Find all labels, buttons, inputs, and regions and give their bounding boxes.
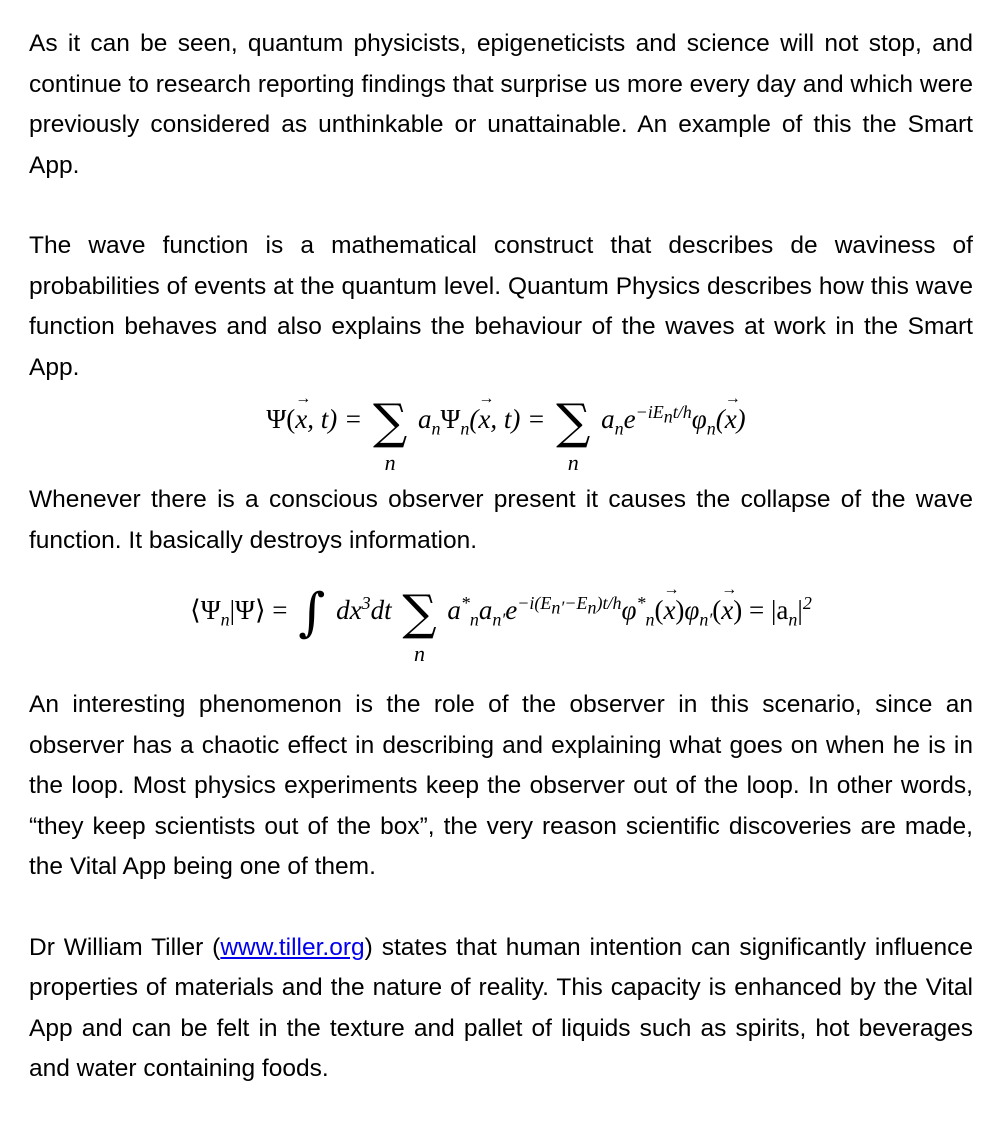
eq2-exp-tail: )t/h [596,593,622,614]
eq1-paren: ( [469,404,479,435]
eq1-vec-x-3: → x [725,404,737,435]
eq1-exp-base: e [623,404,636,435]
paragraph-observer-role: An interesting phenomenon is the role of the observer in this scenario, since an observer has a chaotic effect in describing and explaining what goes on when he is in the loop. Most physics experiments keep the observer out of the loop. In other words, “they keep scientists out of the box”, the very reason scientific discoveries are made, the Vital App being one of them. [29,691,973,880]
eq2-phi2-sub: n′ [699,609,713,630]
eq1-sum-1 [372,394,408,475]
eq2-a-star: a [447,595,461,626]
eq2-exp-a: −i(E [517,593,552,614]
eq2-phi1-sub: n [645,609,655,630]
eq2-paren-open-1: ( [654,595,664,626]
eq2-a-prime-sub: n′ [492,609,506,630]
eq2-rhs-sub: n [788,609,798,630]
eq1-sum-2 [556,394,591,475]
sum-symbol: ∑ [372,394,408,450]
eq2-rhs-tail: | [797,595,803,626]
eq1-phi-sub: n [706,418,716,439]
paragraph-intro: As it can be seen, quantum physicists, epigeneticists and science will not stop, and continue to research reporting findings that surprise us more every day and which were previously considered as unthinkable or unattainable. An example of this the Smart App. [29,30,973,179]
eq1-exponent [635,402,692,427]
eq1-right-coef: a [601,404,615,435]
sum-index: n [384,450,396,475]
sum-index: n [413,641,425,666]
eq2-paren-close-2: ) [733,595,743,626]
sum-symbol: ∑ [556,394,591,450]
eq1-coef-sub: n [431,418,441,439]
eq2-a-star-sub: n [469,609,479,630]
eq2-dx-sup: 3 [361,593,371,614]
eq2-paren-open-2: ( [712,595,722,626]
eq1-exp-tail: t/h [672,402,692,423]
eq2-lhs-sub: n [220,609,230,630]
paragraph-wave-function: The wave function is a mathematical construct that describes de waviness of probabilities of events at the quantum level. Quantum Physics describes how this wave function behaves and also explains the behaviour of the waves at work in the Smart App. [29,232,973,381]
equation-inner-product [29,561,973,677]
eq1-lhs: Ψ( [266,404,296,435]
integral-symbol: ∫ [298,583,326,643]
eq2-a-prime: a [478,595,493,626]
eq2-exp-base: e [505,595,518,626]
paragraph-gap [29,186,973,226]
eq2-phi1: φ [621,595,637,626]
eq1-exp-sub: n [663,406,673,427]
paragraph-gap [29,677,973,685]
tiller-link[interactable]: www.tiller.org [220,933,365,961]
document-body [29,24,973,1090]
eq2-phi1-sup: * [636,593,646,614]
eq2-dt: dt [370,595,392,626]
eq2-rhs-sup: 2 [802,593,812,614]
eq2-exp-mid: −E [564,593,588,614]
tiller-text-before: Dr William Tiller ( [29,933,221,961]
eq1-vec-x-2: → x [478,404,490,435]
eq2-exp-sub1: n′ [551,597,565,618]
tiller-text-after: ) states that human intention can significantly influence properties of materials and the nature of reality. This capacity is enhanced by the Vital App and can be felt in the texture and pallet of liquids such as spirits, hot beverages and water containing foods. [29,933,973,1082]
eq2-vec-x-2: → x [721,595,733,626]
paragraph-observer-collapse: Whenever there is a conscious observer present it causes the collapse of the wave function. It basically destroys information. [29,486,973,554]
eq2-vec-x-1: → x [663,595,675,626]
eq1-coef: a [417,404,432,435]
eq1-psi: Ψ [440,404,461,435]
eq1-vec-x: → x [295,404,307,435]
eq1-phi-paren: ( [715,404,725,435]
eq1-right-coef-sub: n [614,418,624,439]
eq2-lhs-tail: |Ψ⟩ = [229,595,295,626]
paragraph-tiller [29,928,973,1090]
eq2-a-star-sup: * [460,593,470,614]
eq1-psi-sub: n [460,418,470,439]
paragraph-gap [29,888,973,928]
eq2-lhs: ⟨Ψ [190,595,221,626]
eq1-exp-a: −iE [635,402,664,423]
eq2-exp-sub2: n [587,597,597,618]
sum-index: n [567,450,579,475]
eq2-paren-close-1: ) [675,595,685,626]
eq1-args-close: , t) = [490,404,553,435]
eq2-sum [402,585,437,666]
eq1-phi-paren-close: ) [736,404,746,435]
sum-symbol: ∑ [402,585,437,641]
eq2-rhs: = |a [742,595,789,626]
equation-wave-function [29,388,973,480]
eq2-dx: dx [336,595,362,626]
eq1-t: , t) = [307,404,369,435]
eq2-phi2: φ [684,595,700,626]
eq1-phi: φ [691,404,707,435]
eq2-exponent [517,593,622,618]
